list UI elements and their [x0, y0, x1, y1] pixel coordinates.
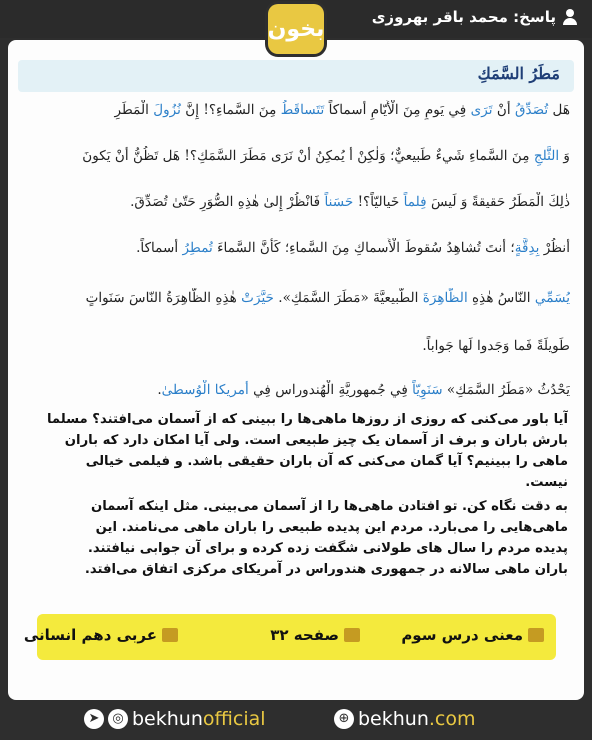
highlighted-word: نُزُولَ: [153, 102, 181, 118]
teacher-icon: [528, 628, 544, 642]
translation-line: ماهی‌هایی را می‌بارد. مردم این پدیده طبیعی را باران ماهی می‌نامند. این: [95, 520, 568, 535]
page-label: صفحه ۳۲: [270, 626, 339, 644]
highlighted-word: الظّاهِرَةَ: [422, 290, 468, 306]
highlighted-word: يُسَمِّي: [534, 290, 570, 306]
translation-line: باران ماهی سالانه در جمهوری هندوراس در آمریکای مرکزی اتفاق می‌افتد.: [84, 562, 568, 577]
highlighted-word: بِدِقَّةٍ: [514, 240, 540, 256]
highlighted-word: تُصَدِّقُ: [514, 102, 549, 118]
section-header: [18, 60, 574, 92]
text-segment: هَل: [548, 102, 570, 118]
book-icon: [344, 628, 360, 642]
highlighted-word: حَيَّرَتْ: [241, 290, 274, 306]
bottom-bar: [0, 700, 592, 740]
text-segment: هٰذِهِ الظّاهِرَةُ النّاسَ سَنَواتٍ: [85, 290, 242, 306]
highlighted-word: أَمريكا الْوُسطىٰ: [161, 382, 249, 398]
text-segment: أَنْ: [492, 102, 515, 118]
text-segment: ؛ أَنتَ تُشاهِدُ سُقوطَ الْأَسماكِ مِنَ السَّماءِ؛ كَأَنَّ السَّماءَ: [212, 240, 515, 256]
text-segment: مِنَ السَّماءِ شَيءٌ طَبيعيٌّ؛ وَلٰكِنْ أَ يُمكِنُ أَنْ نَرَى مَطَرَ السَّمَكِ؟! هَل تَظُنُّ أَنْ يَكونَ: [82, 148, 534, 164]
social-handle-prefix: bekhun: [132, 708, 203, 730]
arabic-line: [20, 288, 570, 308]
globe-icon: ⊕: [334, 709, 354, 729]
social-handle[interactable]: [84, 708, 266, 730]
arabic-line: [20, 380, 570, 400]
arabic-line: [20, 238, 570, 258]
answer-label: [372, 8, 578, 26]
translation-line: آیا باور می‌کنی که روزی از روزها ماهی‌ها را ببینی که از آسمان می‌افتند؟ مسلما: [46, 412, 568, 427]
text-segment: طَويلَةً فَما وَجَدوا لَها جَواباً.: [422, 338, 570, 354]
text-segment: أَسماكاً.: [136, 240, 183, 256]
book-label: عربی دهم انسانی: [23, 626, 157, 644]
text-segment: الطَّبيعيَّةَ «مَطَرَ السَّمَكِ».: [273, 290, 423, 306]
text-segment: خَياليّاً؟!: [353, 194, 404, 210]
text-segment: مِنَ السَّماءِ؟! إِنَّ: [180, 102, 281, 118]
lesson-label: معنی درس سوم: [401, 626, 523, 644]
translation-line: پدیده مردم را سال های طولانی شگفت زده کرده و برای آن جوابی نیافتند.: [87, 541, 568, 556]
highlighted-word: الثَّلجِ: [533, 148, 560, 164]
text-segment: فِي يَومٍ مِنَ الْأَيّامِ أَسماكاً: [324, 102, 471, 118]
arabic-line: [20, 192, 570, 212]
brand-logo: بخون: [268, 4, 324, 54]
social-handle-suffix: official: [202, 708, 266, 730]
section-title: مَطَرُ السَّمَكِ: [477, 64, 560, 83]
highlighted-word: حَسَناً: [324, 194, 354, 210]
telegram-icon: ➤: [84, 709, 104, 729]
text-segment: فَانْظُرْ إِلىٰ هٰذِهِ الصُّوَرِ حَتّىٰ تُصَدِّقَ.: [130, 194, 325, 210]
highlighted-word: سَنَوِيّاً: [412, 382, 443, 398]
page-info: [270, 626, 360, 644]
translation-line: به دقت نگاه کن. تو افتادن ماهی‌ها را از آسمان می‌بینی. مثل اینکه آسمان: [90, 499, 568, 514]
content-card: [8, 40, 584, 700]
lesson-info-bar: [23, 614, 556, 660]
highlighted-word: تَتَساقَطُ: [280, 102, 325, 118]
translation-line: ماهی را ببینیم؟ آیا گمان می‌کنی که آن باران حقیقی باشد. و فیلمی خیالی: [85, 454, 568, 469]
text-segment: وَ: [559, 148, 570, 164]
answer-text: پاسخ: محمد باقر بهروزی: [371, 8, 556, 26]
text-segment: فِي جُمهوريَّةِ الْهُندوراس فِي: [248, 382, 413, 398]
translation-line: بارش باران و برف از آسمان یک چیز طبیعی است. ولی آیا امکان دارد که باران: [64, 433, 568, 448]
highlighted-word: فِلماً: [403, 194, 427, 210]
text-segment: ذٰلِكَ الْمَطَرُ حَقيقةً وَ لَيسَ: [426, 194, 570, 210]
text-segment: الْمَطَرِ: [114, 102, 154, 118]
arabic-line: [20, 146, 570, 166]
text-segment: أُنظُرْ: [539, 240, 570, 256]
text-segment: يَحْدُثُ «مَطَرُ السَّمَكِ»: [442, 382, 570, 398]
text-segment: .: [157, 382, 162, 398]
lesson-info: [401, 626, 544, 644]
website-link[interactable]: [334, 708, 476, 730]
translation-line: نیست.: [525, 475, 568, 490]
book-info: [24, 626, 178, 644]
instagram-icon: ◎: [108, 709, 128, 729]
arabic-line: [20, 100, 570, 120]
arabic-line: [20, 336, 570, 356]
graduation-cap-icon: [162, 628, 178, 642]
highlighted-word: تَرَى: [470, 102, 493, 118]
user-icon: [562, 9, 578, 25]
site-suffix: .com: [428, 708, 476, 730]
site-prefix: bekhun: [358, 708, 429, 730]
text-segment: النّاسُ هٰذِهِ: [467, 290, 535, 306]
highlighted-word: تُمطِرُ: [182, 240, 213, 256]
